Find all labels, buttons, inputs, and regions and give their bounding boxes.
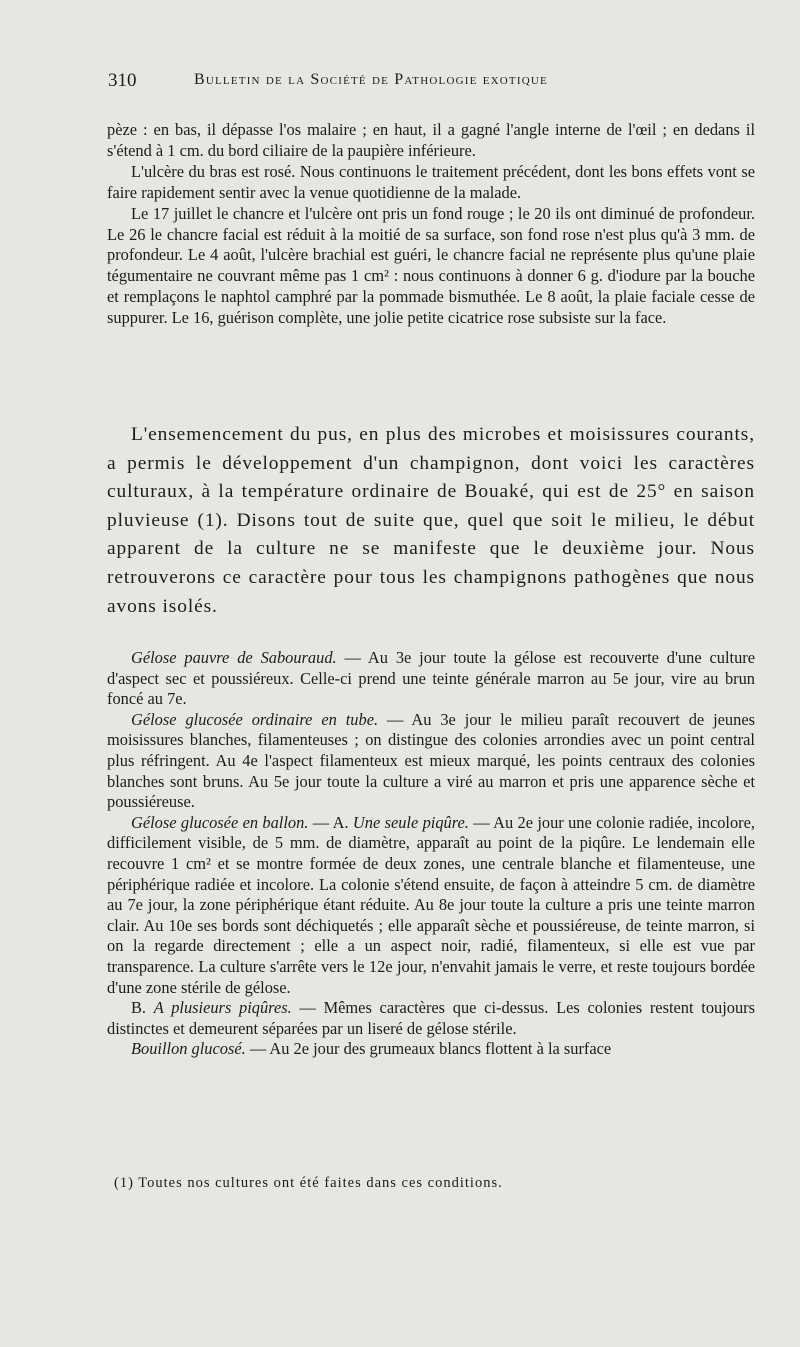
paragraph-text: — Mêmes caractères que ci-dessus. Les colonies restent toujours distinctes et demeurent séparées par un liseré de gélose stérile. <box>107 998 755 1038</box>
paragraph-text: — A. <box>308 812 353 832</box>
medium-title: Bouillon glucosé. <box>131 1039 246 1059</box>
paragraph-text: — Au 2e jour une colonie radiée, incolore, difficilement visible, de 5 mm. de diamètre, apparaît au point de la piqûre. Le lendemain elle recouvre 1 cm² et se montre formée de deux zones, une centrale blanche et filamenteuse, une périphérique radiée et incolore. La colonie s'étend ensuite, de façon à atteindre 5 cm. de diamètre au 7e jour, la zone périphérique étant réduite. Au 8e jour toute la culture a pris une teinte marron clair. Au 10e ses bords sont déchiquetés ; elle apparaît sèche et poussiéreuse, de teinte marron, si on la regarde directement ; elle a un aspect noir, radié, filamenteux, si elle est vue par transparence. La culture s'arrête vers le 12e jour, n'envahit jamais le verre, et reste toujours bordée d'une zone stérile de gélose. <box>107 812 756 997</box>
paragraph <box>107 813 755 998</box>
paragraph-lead: B. <box>131 998 154 1018</box>
medium-title: Gélose pauvre de Sabouraud. <box>131 648 337 667</box>
footnote: (1) Toutes nos cultures ont été faites dans ces conditions. <box>114 1175 503 1191</box>
running-head: Bulletin de la Société de Pathologie exotique <box>194 71 548 88</box>
paragraph: L'ensemencement du pus, en plus des microbes et moisissures courants, a permis le développement d'un champignon, dont voici les caractères culturaux, à la température ordinaire de Bouaké, qui est de 25° en saison pluvieuse (1). Disons tout de suite que, quel que soit le milieu, le début apparent de la culture ne se manifeste que le deuxième jour. Nous retrouverons ce caractère pour tous les champignons pathogènes que nous avons isolés. <box>107 424 755 617</box>
paragraph-text: — Au 3e jour toute la gélose est recouverte d'une culture d'aspect sec et poussiéreux. Celle-ci prend une teinte générale marron au 5e jour, vire au brun foncé au 7e. <box>107 648 756 709</box>
paragraph: pèze : en bas, il dépasse l'os malaire ; en haut, il a gagné l'angle interne de l'œil ; en dedans il s'étend à 1 cm. du bord ciliaire de la paupière inférieure. <box>107 120 755 160</box>
medium-subtitle: Une seule piqûre. <box>352 812 469 832</box>
paragraph-text: — Au 2e jour des grumeaux blancs flottent à la surface <box>245 1039 612 1059</box>
medium-subtitle: A plusieurs piqûres. <box>153 998 292 1018</box>
page-header <box>108 70 753 100</box>
medium-title: Gélose glucosée en ballon. <box>131 812 309 832</box>
paragraph <box>107 648 755 710</box>
paragraph <box>107 998 755 1039</box>
paragraph: Le 17 juillet le chancre et l'ulcère ont pris un fond rouge ; le 20 ils ont diminué de profondeur. Le 26 le chancre facial est réduit à la moitié de sa surface, son fond rose n'est plus qu'à 3 mm. de profondeur. Le 4 août, l'ulcère brachial est guéri, le chancre facial ne représente plus qu'une plaie tégumentaire ne couvrant même pas 1 cm² : nous continuons à donner 6 g. d'iodure par la bouche et remplaçons le naphtol camphré par la pommade bismuthée. Le 8 août, la plaie faciale cesse de suppurer. Le 16, guérison complète, une jolie petite cicatrice rose subsiste sur la face. <box>107 203 755 328</box>
culture-intro-section <box>107 421 755 621</box>
medium-title: Gélose glucosée ordinaire en tube. <box>131 709 379 729</box>
paragraph: L'ulcère du bras est rosé. Nous continuons le traitement précédent, dont les bons effets vont se faire rapidement sentir avec la venue quotidienne de la malade. <box>107 161 755 202</box>
page-number: 310 <box>108 70 137 91</box>
paragraph-text: — Au 3e jour le milieu paraît recouvert de jeunes moisissures blanches, filamenteuses ; on distingue des colonies arrondies avec un point central plus réfringent. Au 4e l'aspect filamenteux est mieux marqué, les points centraux des colonies blanches sont bruns. Au 5e jour toute la culture a viré au marron et pris une apparence sèche et poussiéreuse. <box>107 709 755 812</box>
paragraph <box>107 1039 755 1060</box>
culture-media-section <box>107 648 755 1060</box>
paragraph <box>107 710 755 813</box>
case-report-section <box>107 120 755 329</box>
